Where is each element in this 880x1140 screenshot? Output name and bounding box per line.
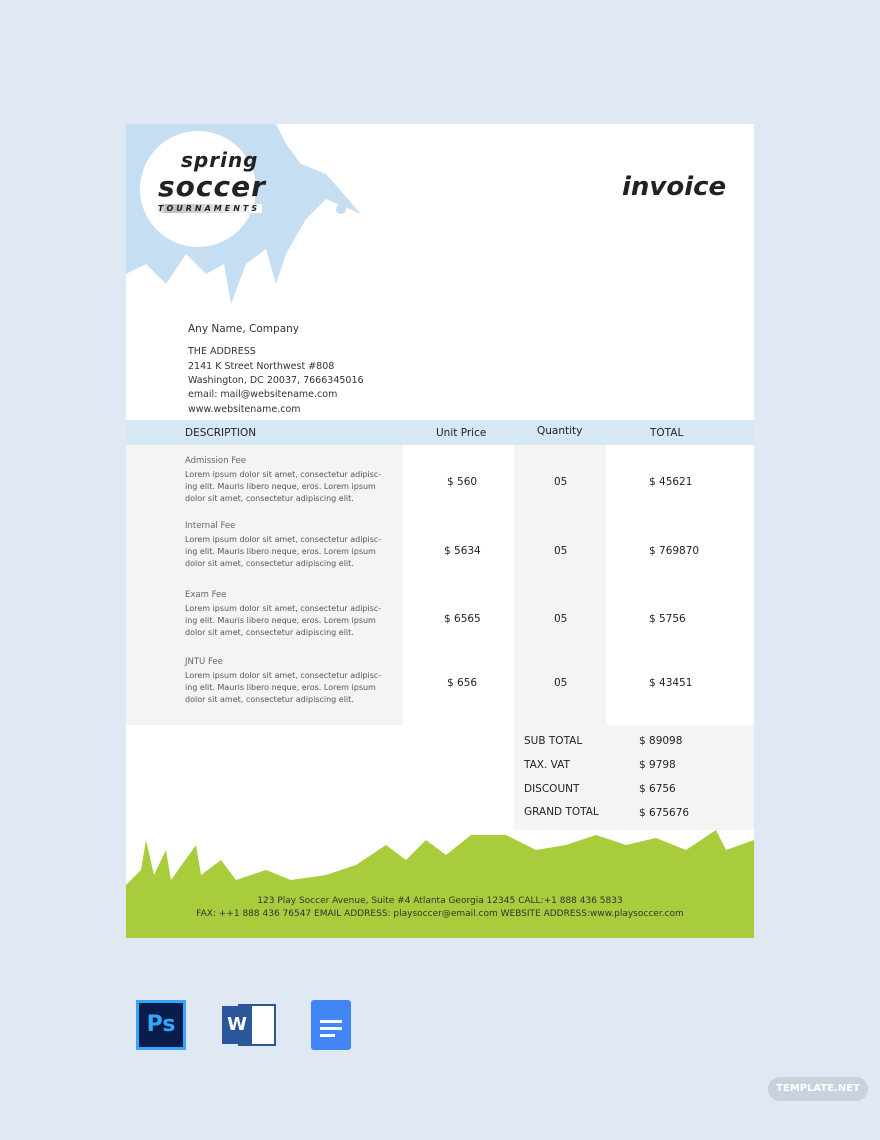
item-name: Internal Fee <box>185 521 236 531</box>
splash-green-decoration <box>126 830 754 938</box>
item-qty: 05 <box>554 613 568 625</box>
discount-label: DISCOUNT <box>524 783 580 795</box>
table-row <box>126 456 754 526</box>
logo-soccer: soccer <box>158 170 266 203</box>
item-price: $ 560 <box>447 476 478 488</box>
item-description: Lorem ipsum dolor sit amet, consectetur adipisc-ing elit. Mauris libero neque, eros. Lorem ipsum dolor sit amet, consectetur adipiscing elit. <box>185 535 382 568</box>
discount-value: $ 6756 <box>639 783 676 795</box>
table-row <box>126 590 754 660</box>
table-header <box>126 420 754 445</box>
item-total: $ 769870 <box>649 545 700 557</box>
footer-contact: FAX: ++1 888 436 76547 EMAIL ADDRESS: playsoccer@email.com WEBSITE ADDRESS:www.playsoccer.com <box>196 909 684 919</box>
address-city: Washington, DC 20037, 7666345016 <box>188 375 364 386</box>
logo-spring: spring <box>181 148 259 172</box>
header-total: TOTAL <box>650 427 684 439</box>
table-row <box>126 657 754 727</box>
bill-to-name: Any Name, Company <box>188 323 299 335</box>
google-docs-icon[interactable] <box>311 1000 351 1050</box>
address-street: 2141 K Street Northwest #808 <box>188 361 335 372</box>
address-email: email: mail@websitename.com <box>188 389 338 400</box>
invoice-title: invoice <box>622 172 727 202</box>
totals-box <box>514 725 754 830</box>
subtotal-label: SUB TOTAL <box>524 735 583 747</box>
item-name: Exam Fee <box>185 590 227 600</box>
address-label: THE ADDRESS <box>188 346 256 357</box>
address-website: www.websitename.com <box>188 404 301 415</box>
item-name: Admission Fee <box>185 456 247 466</box>
header-unit-price: Unit Price <box>436 427 487 439</box>
tax-label: TAX. VAT <box>524 759 570 771</box>
grand-total-label: GRAND TOTAL <box>524 806 599 818</box>
logo-tournaments: TOURNAMENTS <box>158 204 261 213</box>
item-total: $ 5756 <box>649 613 686 625</box>
photoshop-icon[interactable]: Ps <box>136 1000 186 1050</box>
footer-address: 123 Play Soccer Avenue, Suite #4 Atlanta Georgia 12345 CALL:+1 888 436 5833 <box>257 896 623 906</box>
header-description: DESCRIPTION <box>185 427 257 439</box>
item-price: $ 656 <box>447 677 478 689</box>
invoice-document <box>126 124 754 938</box>
table-row <box>126 521 754 591</box>
item-total: $ 43451 <box>649 677 693 689</box>
subtotal-value: $ 89098 <box>639 735 683 747</box>
item-qty: 05 <box>554 677 568 689</box>
header-quantity: Quantity <box>537 425 583 437</box>
item-description: Lorem ipsum dolor sit amet, consectetur adipisc-ing elit. Mauris libero neque, eros. Lorem ipsum dolor sit amet, consectetur adipiscing elit. <box>185 604 382 637</box>
item-price: $ 6565 <box>444 613 481 625</box>
item-price: $ 5634 <box>444 545 481 557</box>
item-description: Lorem ipsum dolor sit amet, consectetur adipisc-ing elit. Mauris libero neque, eros. Lorem ipsum dolor sit amet, consectetur adipiscing elit. <box>185 671 382 704</box>
word-letter: W <box>222 1006 252 1044</box>
item-description: Lorem ipsum dolor sit amet, consectetur adipisc-ing elit. Mauris libero neque, eros. Lorem ipsum dolor sit amet, consectetur adipiscing elit. <box>185 470 382 503</box>
item-qty: 05 <box>554 476 568 488</box>
footer <box>126 830 754 938</box>
item-qty: 05 <box>554 545 568 557</box>
template-net-badge[interactable]: TEMPLATE.NET <box>768 1077 868 1101</box>
grand-total-value: $ 675676 <box>639 807 690 819</box>
word-icon[interactable] <box>222 1000 278 1050</box>
item-name: JNTU Fee <box>185 657 223 667</box>
tax-value: $ 9798 <box>639 759 676 771</box>
item-total: $ 45621 <box>649 476 693 488</box>
